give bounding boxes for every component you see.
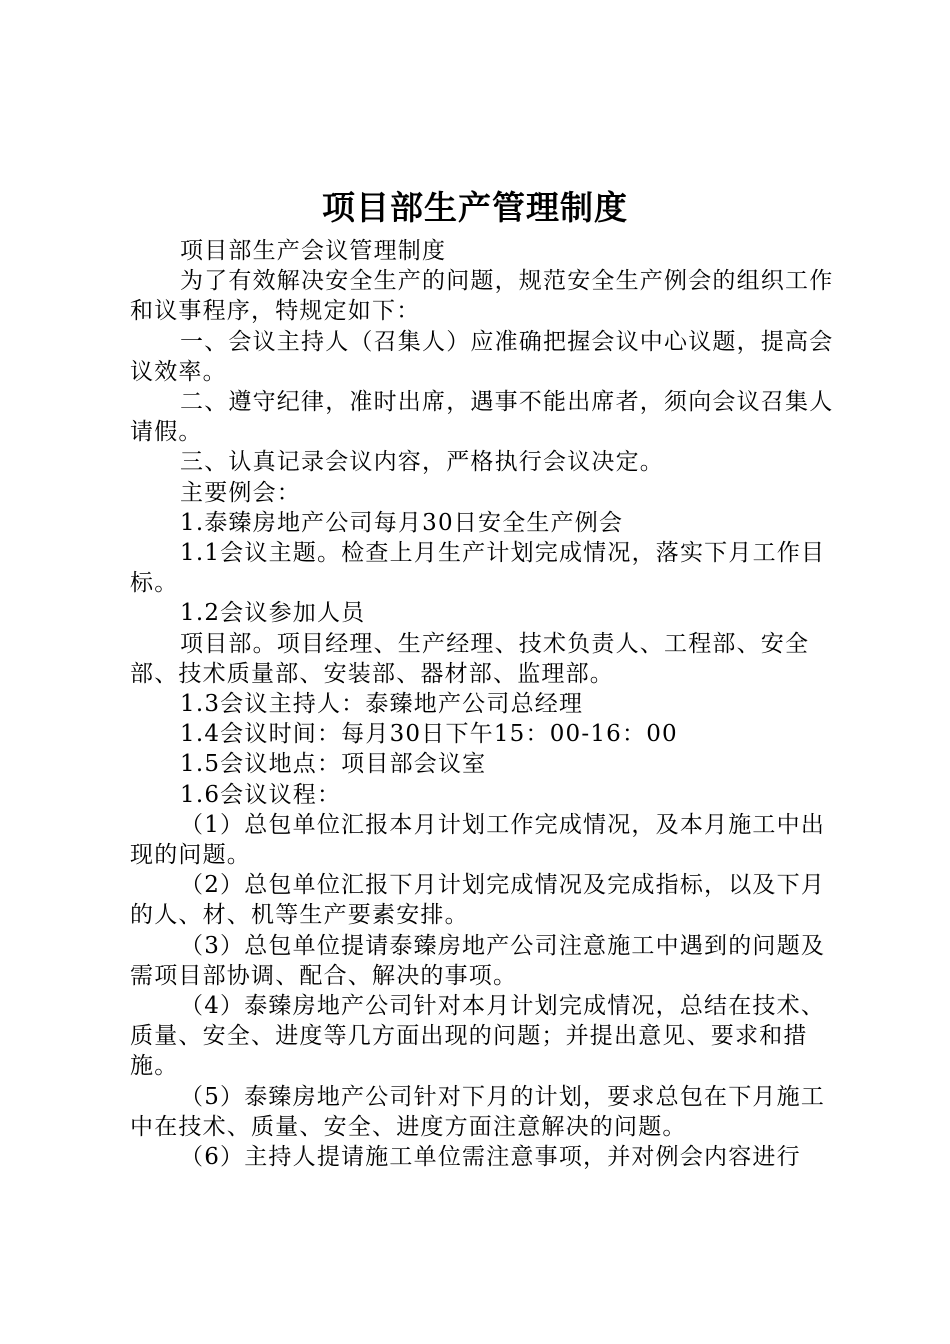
paragraph-main-meetings: 主要例会： [180, 479, 301, 506]
paragraph-section-1-4: 1.4会议时间：每月30日下午15：00-16：00 [180, 721, 678, 748]
paragraph-rule-1: 一、会议主持人（召集人）应准确把握会议中心议题，提高会议效率。 [130, 328, 834, 385]
paragraph-attendees: 项目部。项目经理、生产经理、技术负责人、工程部、安全部、技术质量部、安装部、器材部、监理部。 [130, 630, 810, 687]
document-body [130, 236, 834, 1172]
paragraph-section-1-6: 1.6会议议程： [180, 781, 342, 808]
paragraph-agenda-2: （2）总包单位汇报下月计划完成情况及完成指标，以及下月的人、材、机等生产要素安排。 [130, 872, 826, 929]
paragraph-agenda-6: （6）主持人提请施工单位需注意事项，并对例会内容进行 [180, 1144, 801, 1171]
paragraph-section-1-2: 1.2会议参加人员 [180, 600, 366, 627]
paragraph-section-1-1: 1.1会议主题。检查上月生产计划完成情况，落实下月工作目标。 [130, 540, 826, 597]
paragraph-agenda-5: （5）泰臻房地产公司针对下月的计划，要求总包在下月施工中在技术、质量、安全、进度方面注意解决的问题。 [130, 1083, 826, 1140]
paragraph-agenda-1: （1）总包单位汇报本月计划工作完成情况，及本月施工中出现的问题。 [130, 811, 826, 869]
paragraph-rule-2: 二、遵守纪律，准时出席，遇事不能出席者，须向会议召集人请假。 [130, 389, 834, 446]
paragraph-intro: 为了有效解决安全生产的问题，规范安全生产例会的组织工作和议事程序，特规定如下： [130, 268, 834, 325]
document-title: 项目部生产管理制度 [322, 188, 628, 227]
paragraph-agenda-3: （3）总包单位提请泰臻房地产公司注意施工中遇到的问题及需项目部协调、配合、解决的事项。 [130, 932, 826, 989]
paragraph-section-1: 1.泰臻房地产公司每月30日安全生产例会 [180, 509, 624, 536]
paragraph-heading: 项目部生产会议管理制度 [180, 238, 447, 264]
paragraph-rule-3: 三、认真记录会议内容，严格执行会议决定。 [180, 449, 664, 476]
paragraph-section-1-5: 1.5会议地点：项目部会议室 [180, 751, 487, 778]
paragraph-section-1-3: 1.3会议主持人：泰臻地产公司总经理 [180, 691, 584, 718]
paragraph-agenda-4: （4）泰臻房地产公司针对本月计划完成情况，总结在技术、质量、安全、进度等几方面出现的问题；并提出意见、要求和措施。 [130, 993, 826, 1080]
